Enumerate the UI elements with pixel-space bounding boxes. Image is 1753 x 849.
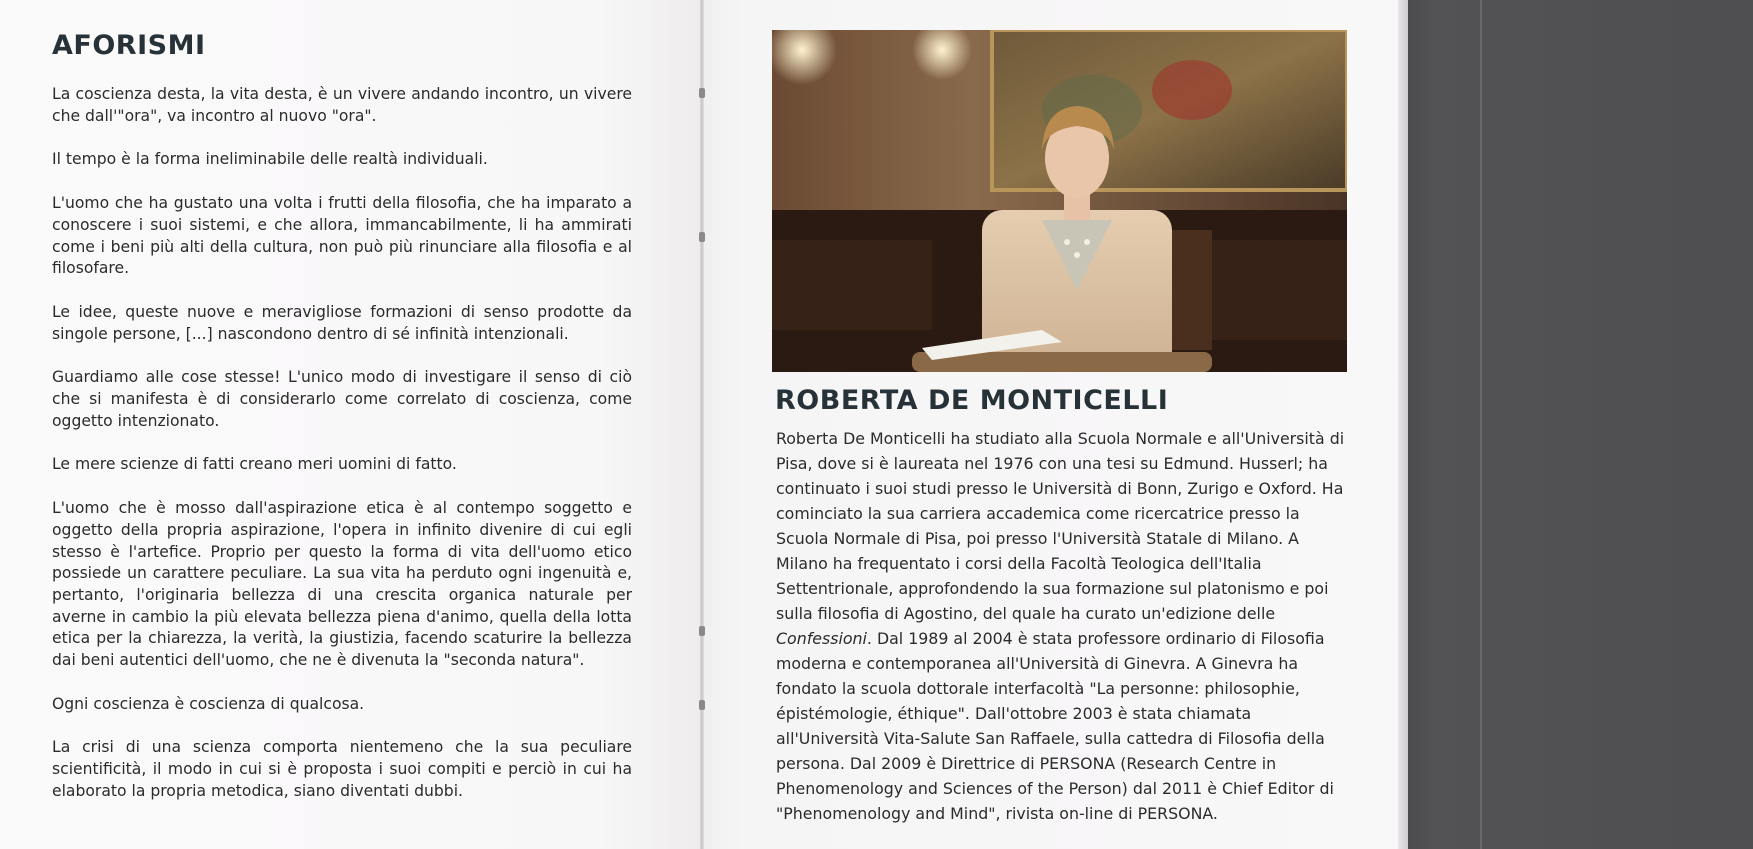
staple [699, 700, 705, 710]
biography-book-title: Confessioni [776, 629, 867, 648]
biography-text: Roberta De Monticelli ha studiato alla Scuola Normale e all'Università di Pisa, dove si è laureata nel 1976 con una tesi su Edmund. Husserl; ha continuato i suoi studi presso le Università di Bonn, Zurigo e Oxford. Ha cominciato la sua carriera accademica come ricercatrice presso la Scuola Normale di Pisa, poi presso l'Università Statale di Milano. A Milano ha frequentato i corsi della Facoltà Teologica dell'Italia Settentrionale, approfondendo la sua formazione sul platonismo e poi sulla filosofia di Agostino, del quale ha curato un'edizione delle [776, 429, 1345, 623]
author-name-title: ROBERTA DE MONTICELLI [775, 385, 1169, 416]
aphorism-item: Le mere scienze di fatti creano meri uomini di fatto. [52, 455, 457, 474]
scanner-background [1400, 0, 1753, 849]
aphorism-list [52, 84, 632, 825]
author-portrait-photo [772, 30, 1347, 372]
aphorism-item: La crisi di una scienza comporta nientemeno che la sua peculiare scientificità, il modo in cui si è proposta i suoi compiti e perciò in cui ha elaborato la propria metodica, siano diventati dubbi. [52, 738, 632, 800]
background-crease [1480, 0, 1482, 849]
aphorism-item: Le idee, queste nuove e meravigliose formazioni di senso prodotte da singole persone, [...] nascondono dentro di sé infinità intenzionali. [52, 302, 632, 343]
author-biography [776, 426, 1351, 826]
booklet-spine [700, 0, 704, 849]
aphorism-item: Ogni coscienza è coscienza di qualcosa. [52, 694, 365, 713]
booklet-edge [1398, 0, 1408, 849]
biography-text-continued: . Dal 1989 al 2004 è stata professore ordinario di Filosofia moderna e contemporanea all'Università di Ginevra. A Ginevra ha fondato la scuola dottorale interfacoltà "La personne: philosophie, épistémologie, éthique". Dall'ottobre 2003 è stata chiamata all'Università Vita-Salute San Raffaele, sulla cattedra di Filosofia della persona. Dal 2009 è Direttrice di PERSONA (Research Centre in Phenomenology and Sciences of the Person) dal 2011 è Chief Editor di "Phenomenology and Mind", rivista on-line di PERSONA. [776, 629, 1334, 823]
aphorism-item: La coscienza desta, la vita desta, è un vivere andando incontro, un vivere che dall'"ora", va incontro al nuovo "ora". [52, 85, 632, 125]
aphorism-item: Guardiamo alle cose stesse! L'unico modo di investigare il senso di ciò che si manifesta è di considerarlo come correlato di coscienza, come oggetto intenzionato. [52, 368, 632, 430]
portrait-illustration [772, 30, 1347, 372]
staple [699, 626, 705, 636]
aphorism-item: L'uomo che è mosso dall'aspirazione etica è al contempo soggetto e oggetto della propria aspirazione, l'opera in infinito divenire di cui egli stesso è l'artefice. Proprio per questo la forma di vita dell'uomo etico possiede un carattere peculiare. La sua vita ha perduto ogni ingenuità e, pertanto, l'originaria bellezza di una crescita organica naturale per averne in cambio la più elevata bellezza piena d'animo, quella della lotta etica per la chiarezza, la verità, la giustizia, facendo scaturire la bellezza dai beni autentici dell'uomo, che ne è divenuta la "seconda natura". [52, 499, 632, 670]
left-page [0, 0, 702, 849]
aphorism-item: Il tempo è la forma ineliminabile delle realtà individuali. [52, 150, 488, 169]
staple [699, 88, 705, 98]
aphorisms-title: AFORISMI [52, 30, 206, 61]
aphorism-item: L'uomo che ha gustato una volta i frutti della filosofia, che ha imparato a conoscere i suoi sistemi, e che allora, immancabilmente, li ha ammirati come i beni più alti della cultura, non può più rinunciare alla filosofia e al filosofare. [52, 194, 632, 278]
staple [699, 232, 705, 242]
